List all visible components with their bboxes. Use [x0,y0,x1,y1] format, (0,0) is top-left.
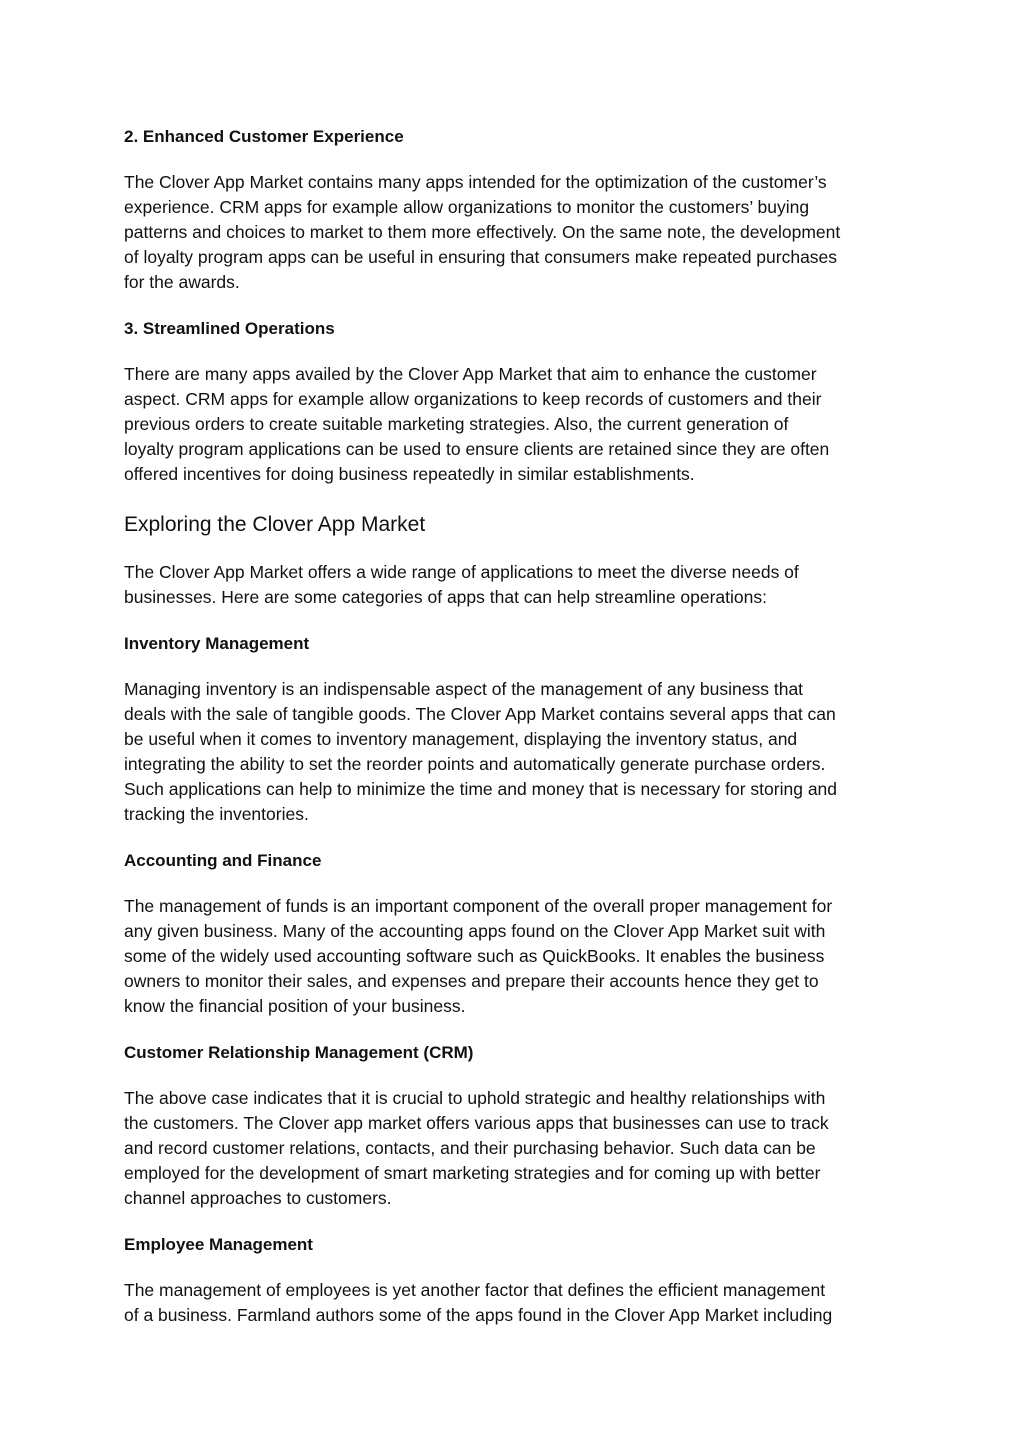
document-body [124,124,904,1328]
subheading-employee-management: Employee Management [124,1235,313,1254]
subheading-streamlined-operations: 3. Streamlined Operations [124,319,335,338]
subheading-accounting-finance: Accounting and Finance [124,851,322,870]
paragraph-accounting-finance: The management of funds is an important component of the overall proper management for any given business. Many of the accounting apps found on the Clover App Market suit with some of the widely used accounting software such as QuickBooks. It enables the business owners to monitor their sales, and expenses and prepare their accounts hence they get to know the financial position of your business. [124,896,833,1016]
subheading-inventory-management: Inventory Management [124,634,310,653]
paragraph-employee-management: The management of employees is yet another factor that defines the efficient management of a business. Farmland authors some of the apps found in the Clover App Market including [124,1280,833,1325]
paragraph-crm: The above case indicates that it is crucial to uphold strategic and healthy relationships with the customers. The Clover app market offers various apps that businesses can use to track and record customer relations, contacts, and their purchasing behavior. Such data can be employed for the development of smart marketing strategies and for coming up with better channel approaches to customers. [124,1088,829,1208]
paragraph-inventory-management: Managing inventory is an indispensable aspect of the management of any business that deals with the sale of tangible goods. The Clover App Market contains several apps that can be useful when it comes to inventory management, displaying the inventory status, and integrating the ability to set the reorder points and automatically generate purchase orders. Such applications can help to minimize the time and money that is necessary for storing and tracking the inventories. [124,679,838,824]
section-title-exploring: Exploring the Clover App Market [124,513,426,536]
paragraph-customer-experience: The Clover App Market contains many apps intended for the optimization of the customer’s experience. CRM apps for example allow organizations to monitor the customers’ buying patterns and choices to market to them more effectively. On the same note, the development of loyalty program apps can be useful in ensuring that consumers make repeated purchases for the awards. [124,172,841,292]
subheading-enhanced-customer-experience: 2. Enhanced Customer Experience [124,127,404,146]
subheading-crm: Customer Relationship Management (CRM) [124,1043,474,1062]
paragraph-streamlined-operations: There are many apps availed by the Clover App Market that aim to enhance the customer aspect. CRM apps for example allow organizations to keep records of customers and their previous orders to create suitable marketing strategies. Also, the current generation of loyalty program applications can be used to ensure clients are retained since they are often offered incentives for doing business repeatedly in similar establishments. [124,364,830,484]
paragraph-exploring-intro: The Clover App Market offers a wide range of applications to meet the diverse needs of businesses. Here are some categories of apps that can help streamline operations: [124,562,799,607]
